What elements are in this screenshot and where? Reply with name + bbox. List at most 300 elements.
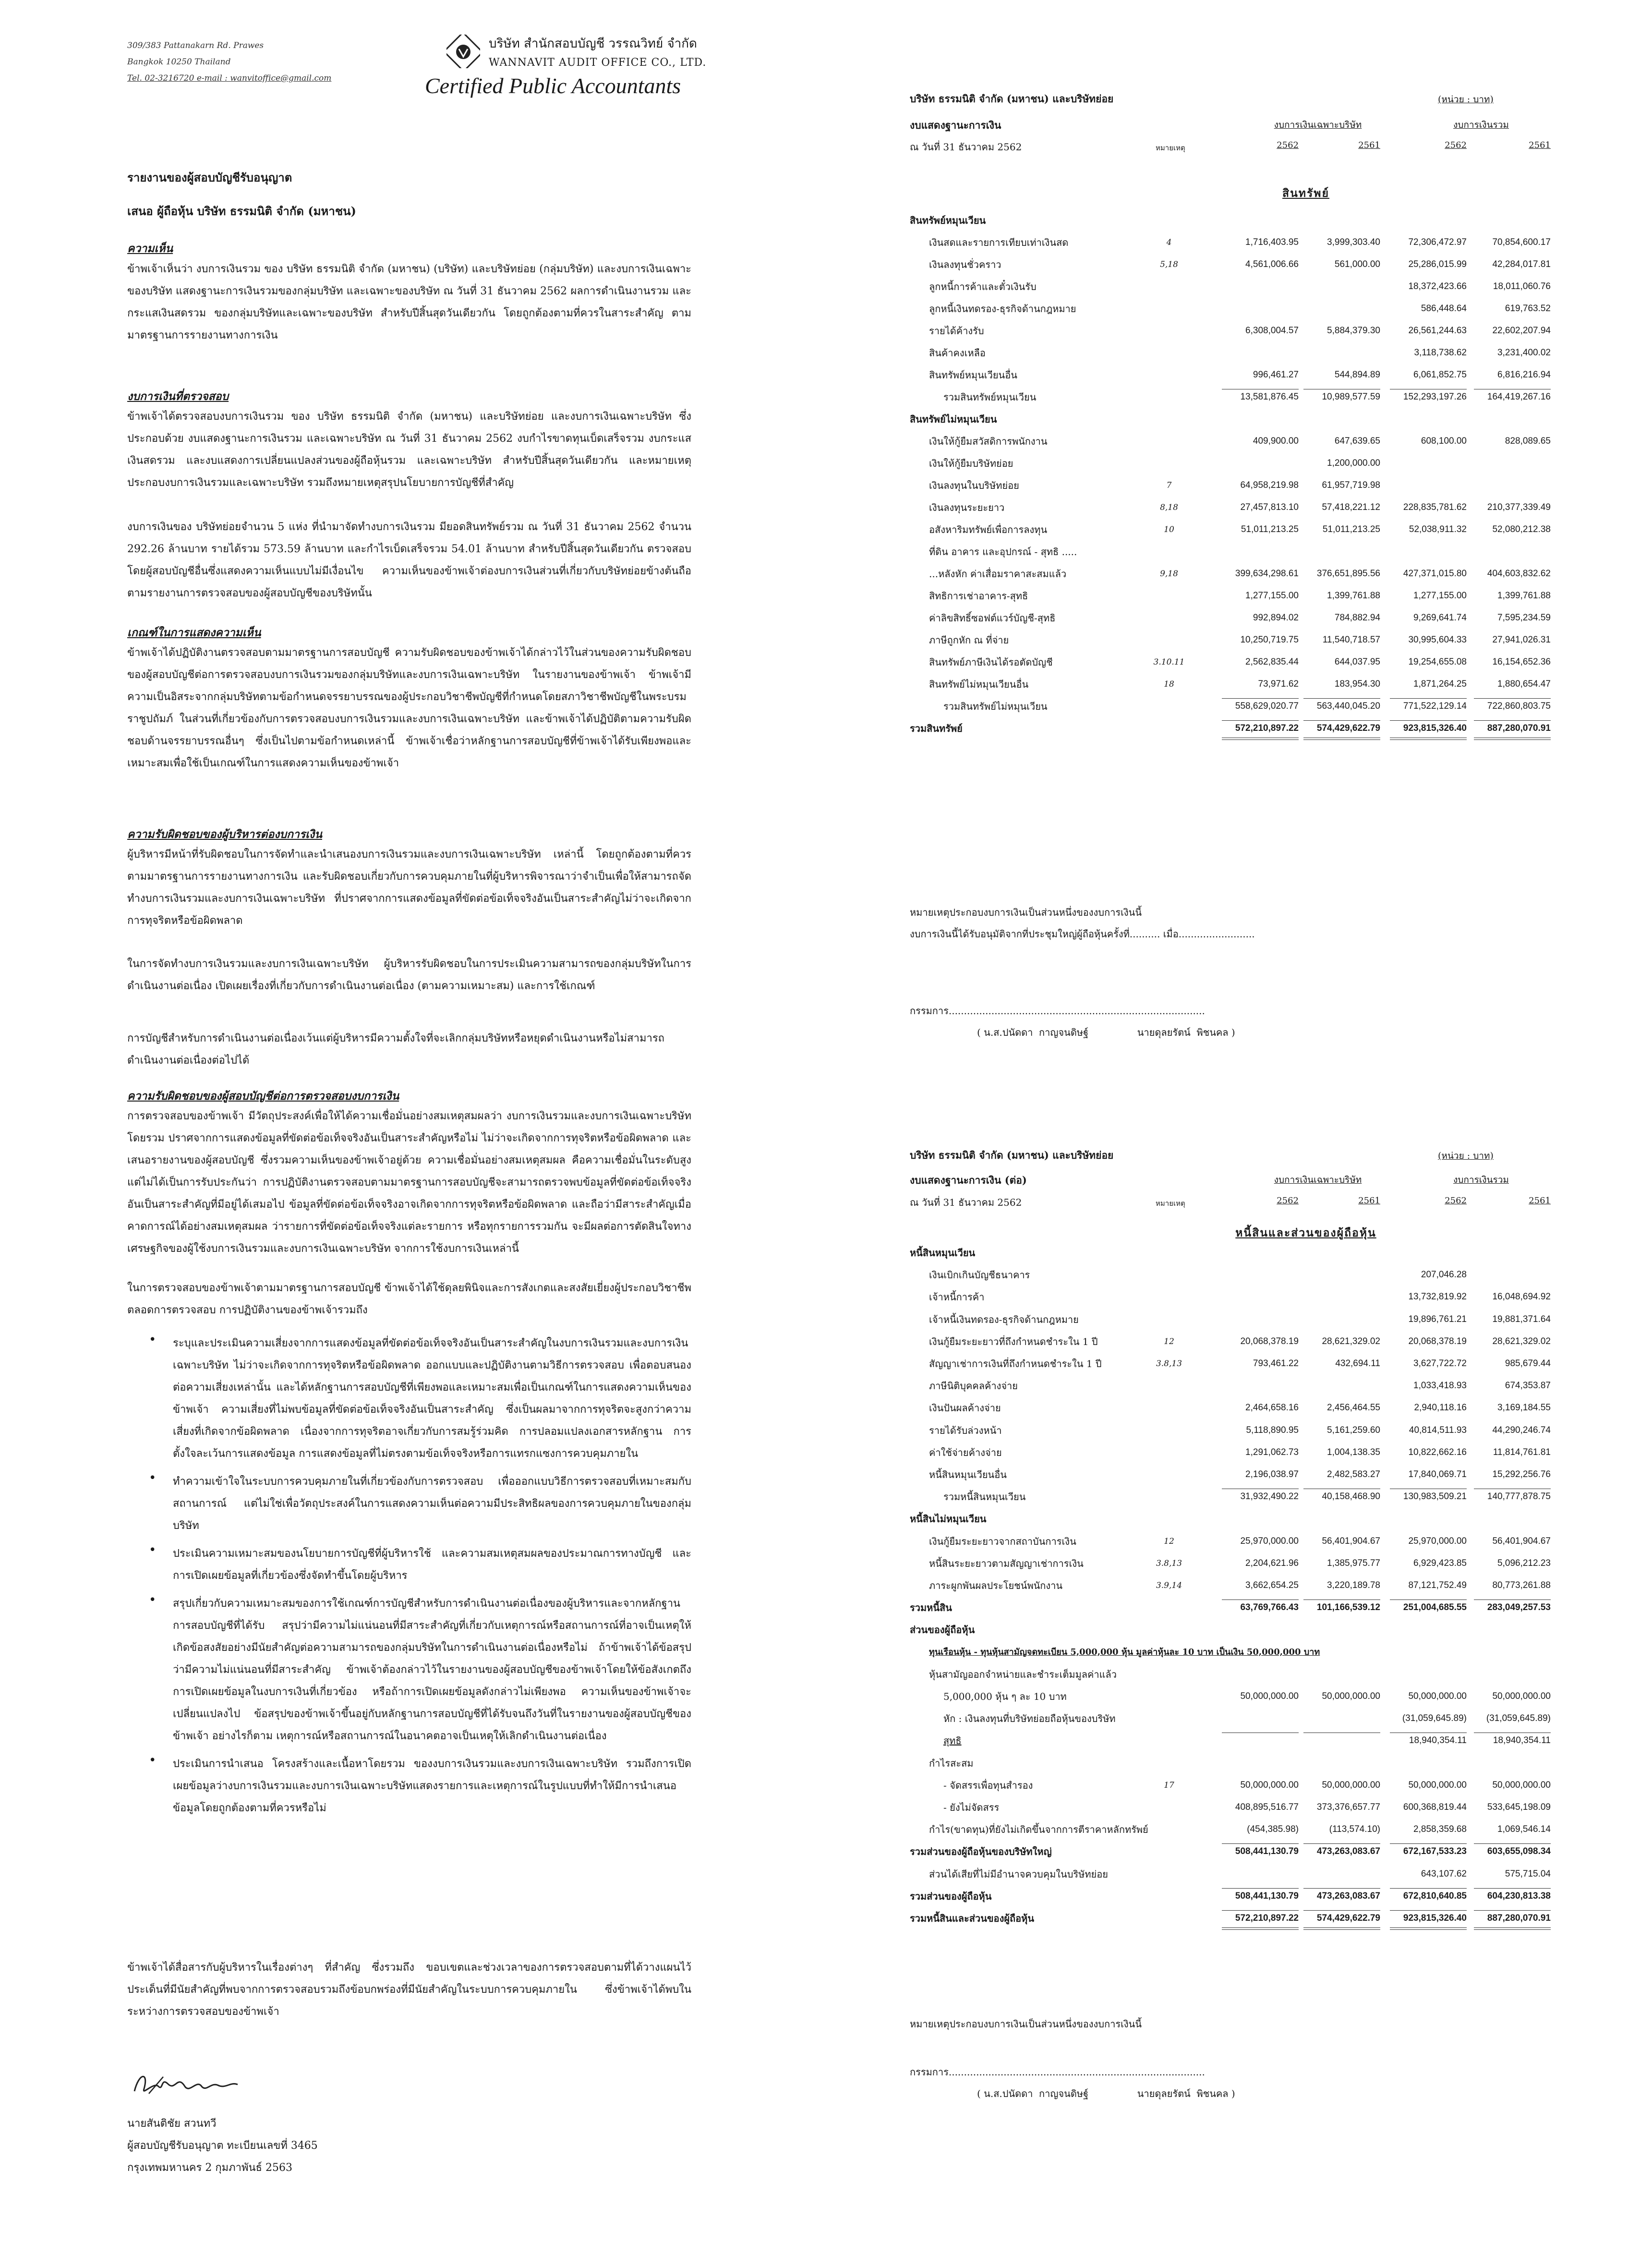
table-row (910, 1576, 1553, 1595)
subtotal-rule (1474, 698, 1551, 699)
row-value: 44,290,246.74 (1492, 1425, 1551, 1435)
row-value: 793,461.22 (1253, 1358, 1299, 1369)
row-value: 6,308,004.57 (1245, 326, 1299, 336)
row-value: (31,059,645.89) (1402, 1713, 1467, 1724)
row-label: ...หลังหัก ค่าเสื่อมราคาสะสมแล้ว (929, 568, 1067, 580)
row-value: 87,121,752.49 (1408, 1580, 1467, 1590)
row-label: รวมหนี้สินหมุนเวียน (943, 1491, 1026, 1503)
row-label: เงินให้กู้ยืมบริษัทย่อย (929, 458, 1013, 469)
bullet-icon: • (149, 1471, 157, 1485)
approval-line: งบการเงินนี้ได้รับอนุมัติจากที่ประชุมใหญ่ผู้ถือหุ้นครั้งที่.......... เมื่อ......................... (910, 928, 1255, 940)
row-value: 17,840,069.71 (1408, 1469, 1467, 1479)
row-value: 51,011,213.25 (1241, 524, 1299, 534)
audited-statements-heading: งบการเงินที่ตรวจสอบ (127, 390, 229, 403)
row-value: 56,401,904.67 (1322, 1536, 1380, 1546)
row-value: 19,896,761.21 (1408, 1314, 1467, 1324)
total-double-rule (1222, 1927, 1299, 1928)
row-value: 887,280,070.91 (1487, 723, 1551, 733)
statement-date: ณ วันที่ 31 ธันวาคม 2562 (910, 141, 1022, 153)
table-row (910, 587, 1553, 605)
row-value: 4,561,006.66 (1245, 259, 1299, 269)
row-value: 432,694.11 (1335, 1358, 1380, 1369)
row-value: 373,376,657.77 (1316, 1802, 1380, 1812)
row-label: ภาษีถูกหัก ณ ที่จ่าย (929, 634, 1009, 646)
row-note-ref: 8,18 (1160, 503, 1178, 512)
row-value: 50,000,000.00 (1408, 1691, 1467, 1701)
row-value: 561,000.00 (1334, 259, 1380, 269)
management-paragraph-1: ผู้บริหารมีหน้าที่รับผิดชอบในการจัดทำและนำเสนองบการเงินรวมและงบการเงินเฉพาะบริษัท เหล่านี้ โดยถูกต้องตามที่ควรตามมาตรฐานการรายงานทางการเงิน และรับผิดชอบเกี่ยวกับการควบคุมภายในที่ผู้บริหารพิจารณาว่าจำเป็นเพื่อให้สามารถจัดทำงบการเงินรวมและงบการเงินเฉพาะบริษัท ที่ปราศจากการแสดงข้อมูลที่ขัดต่อข้อเท็จจริงอันเป็นสาระสำคัญไม่ว่าจะเกิดจากการทุจริตหรือข้อผิดพลาด (127, 848, 691, 927)
row-label: - ยังไม่จัดสรร (943, 1802, 1000, 1813)
table-row (910, 543, 1553, 561)
audited-statements-paragraph-2: งบการเงินของ บริษัทย่อยจำนวน 5 แห่ง ที่นำมาจัดทำงบการเงินรวม มียอดสินทรัพย์รวม ณ วันที่ 31 ธันวาคม 2562 จำนวน 292.26 ล้านบาท รายได้รวม 573.59 ล้านบาท และกำไรเบ็ดเสร็จรวม 54.01 ล้านบาท สำหรับปีสิ้นสุดวันเดียวกัน ตรวจสอบโดยผู้สอบบัญชีอื่นซึ่งแสดงความเห็นแบบไม่มีเงื่อนไข ความเห็นของข้าพเจ้าต่องบการเงินส่วนที่เกี่ยวกับบริษัทย่อยข้างต้นถือตามรายงานการตรวจสอบของผู้สอบบัญชีของบริษัทนั้น (127, 521, 691, 599)
row-label: กำไรสะสม (929, 1757, 974, 1769)
row-value: 228,835,781.62 (1403, 502, 1467, 512)
row-value: 5,161,259.60 (1327, 1425, 1380, 1435)
row-value: 563,440,045.20 (1316, 701, 1380, 711)
row-note-ref: 12 (1164, 1536, 1174, 1546)
table-row (910, 1443, 1553, 1462)
row-value: 473,263,083.67 (1316, 1846, 1380, 1857)
row-label: อสังหาริมทรัพย์เพื่อการลงทุน (929, 524, 1048, 535)
table-row (910, 1820, 1553, 1839)
subtotal-rule (1303, 1843, 1380, 1844)
director-signature-line: กรรมการ.................................................................................... (910, 2066, 1205, 2078)
table-row (910, 432, 1553, 450)
row-value: 923,815,326.40 (1403, 1913, 1467, 1923)
row-value: 25,970,000.00 (1408, 1536, 1467, 1546)
subtotal-rule (1390, 720, 1467, 721)
row-label: สุทธิ (943, 1735, 962, 1747)
row-label: เจ้าหนี้เงินทดรอง-ธุรกิจด้านกฎหมาย (929, 1313, 1079, 1325)
balance-sheet-assets (910, 0, 1553, 1085)
basis-paragraph: ข้าพเจ้าได้ปฏิบัติงานตรวจสอบตามมาตรฐานการสอบบัญชี ความรับผิดชอบของข้าพเจ้าได้กล่าวไว้ในส่วนของความรับผิดชอบของผู้สอบบัญชีต่อการตรวจสอบงบการเงินรวมของกลุ่มบริษัทและงบการเงินเฉพาะบริษัท ในรายงานของข้าพเจ้า ข้าพเจ้ามีความเป็นอิสระจากกลุ่มบริษัทตามข้อกำหนดจรรยาบรรณของผู้ประกอบวิชาชีพบัญชีที่กำหนดโดยสภาวิชาชีพบัญชีในพระบรมราชูปถัมภ์ ในส่วนที่เกี่ยวข้องกับการตรวจสอบงบการเงินรวมและงบการเงินเฉพาะบริษัท และข้าพเจ้าได้ปฏิบัติตามความรับผิดชอบด้านจรรยาบรรณอื่นๆ ซึ่งเป็นไปตามข้อกำหนดเหล่านี้ ข้าพเจ้าเชื่อว่าหลักฐานการสอบบัญชีที่ข้าพเจ้าได้รับเพียงพอและเหมาะสมเพื่อใช้เป็นเกณฑ์ในการแสดงความเห็นของข้าพเจ้า (127, 647, 691, 769)
subtotal-rule (1303, 698, 1380, 699)
subtotal-rule (1303, 1888, 1380, 1889)
total-double-rule (1474, 1927, 1551, 1928)
row-value: 399,634,298.61 (1235, 569, 1299, 579)
row-value: 1,385,975.77 (1327, 1558, 1380, 1568)
row-value: 101,166,539.12 (1316, 1602, 1380, 1613)
consolidated-fs-header: งบการเงินรวม (1453, 120, 1509, 130)
table-row (910, 1399, 1553, 1417)
table-row (910, 1643, 1553, 1661)
row-value: 1,716,403.95 (1245, 237, 1299, 247)
row-value: 600,368,819.44 (1403, 1802, 1467, 1812)
row-value: 2,858,359.68 (1413, 1824, 1467, 1835)
opinion-paragraph: ข้าพเจ้าเห็นว่า งบการเงินรวม ของ บริษัท ธรรมนิติ จำกัด (มหาชน) (บริษัท) และบริษัทย่อย (กลุ่มบริษัท) และงบการเงินเฉพาะของบริษัท แสดงฐานะการเงินรวมของกลุ่มบริษัท และเฉพาะของบริษัท ณ วันที่ 31 ธันวาคม 2562 ผลการดำเนินงานรวม และกระแสเงินสดรวม ของกลุ่มบริษัทและเฉพาะของบริษัท สำหรับปีสิ้นสุดวันเดียวกัน โดยถูกต้องตามที่ควรในสาระสำคัญ ตามมาตรฐานการรายงานทางการเงิน (127, 263, 692, 341)
table-row (910, 255, 1553, 274)
row-value: 404,603,832.62 (1487, 569, 1551, 579)
row-value: 473,263,083.67 (1316, 1890, 1380, 1901)
table-row (910, 631, 1553, 649)
row-value: 674,353.87 (1505, 1381, 1551, 1391)
year-header: 2561 (1358, 140, 1380, 150)
row-value: 52,080,212.38 (1492, 524, 1551, 534)
row-value: 3,169,184.55 (1497, 1403, 1551, 1413)
row-value: 586,448.64 (1421, 303, 1467, 314)
table-row (910, 1355, 1553, 1373)
row-label: ลูกหนี้การค้าและตั๋วเงินรับ (929, 281, 1037, 292)
subtotal-rule (1390, 1910, 1467, 1911)
row-label: รวมสินทรัพย์ไม่หมุนเวียน (943, 701, 1048, 712)
table-row (910, 1288, 1553, 1306)
row-value: 152,293,197.26 (1403, 392, 1467, 402)
row-label: เงินปันผลค้างจ่าย (929, 1402, 1001, 1414)
row-value: 22,602,207.94 (1492, 326, 1551, 336)
row-value: 3,220,189.78 (1327, 1580, 1380, 1590)
row-label: สินทรัพย์หมุนเวียน (910, 215, 986, 226)
row-value: 1,277,155.00 (1413, 591, 1467, 601)
row-label: เงินสดและรายการเทียบเท่าเงินสด (929, 237, 1069, 248)
row-value: 11,540,718.57 (1322, 635, 1380, 645)
subtotal-rule (1474, 1843, 1551, 1844)
table-row (910, 278, 1553, 296)
row-value: 3,662,654.25 (1245, 1580, 1299, 1590)
row-label: ค่าใช้จ่ายค้างจ่าย (929, 1446, 1002, 1458)
list-item (149, 1543, 691, 1587)
auditor-paragraph-2: ในการตรวจสอบของข้าพเจ้าตามมาตรฐานการสอบบัญชี ข้าพเจ้าได้ใช้ดุลยพินิจและการสังเกตและสงสัยเยี่ยงผู้ประกอบวิชาชีพตลอดการตรวจสอบ การปฏิบัติงานของข้าพเจ้ารวมถึง (127, 1282, 691, 1316)
row-value: 1,069,546.14 (1497, 1824, 1551, 1835)
row-value: 50,000,000.00 (1492, 1780, 1551, 1790)
balance-sheet-liabilities-equity (910, 1148, 1553, 2233)
subtotal-rule (1390, 1843, 1467, 1844)
row-value: 40,158,468.90 (1322, 1491, 1380, 1502)
signer-title: ผู้สอบบัญชีรับอนุญาต ทะเบียนเลขที่ 3465 (127, 2140, 318, 2152)
row-value: 828,089.65 (1505, 436, 1551, 446)
year-header: 2561 (1358, 1196, 1380, 1206)
row-value: 20,068,378.19 (1408, 1336, 1467, 1346)
row-value: 16,154,652.36 (1492, 657, 1551, 667)
row-label: รวมส่วนของผู้ถือหุ้น (910, 1890, 992, 1902)
row-value: (113,574.10) (1329, 1824, 1380, 1835)
table-row (910, 1532, 1553, 1551)
row-label: รวมสินทรัพย์ (910, 723, 963, 734)
row-value: 50,000,000.00 (1492, 1691, 1551, 1701)
row-value: 283,049,257.53 (1487, 1602, 1551, 1613)
subtotal-rule (1390, 698, 1467, 699)
row-value: 644,037.95 (1334, 657, 1380, 667)
row-value: 28,621,329.02 (1492, 1336, 1551, 1346)
row-value: 42,284,017.81 (1492, 259, 1551, 269)
row-value: 210,377,339.49 (1487, 502, 1551, 512)
row-value: 992,894.02 (1253, 613, 1299, 623)
table-row (910, 697, 1553, 715)
list-item (149, 1333, 691, 1465)
table-row (910, 1909, 1553, 1927)
row-value: 19,254,655.08 (1408, 657, 1467, 667)
row-label: รวมสินทรัพย์หมุนเวียน (943, 391, 1037, 403)
procedure-text: ทำความเข้าใจในระบบการควบคุมภายในที่เกี่ยวข้องกับการตรวจสอบ เพื่อออกแบบวิธีการตรวจสอบที่เหมาะสมกับสถานการณ์ แต่ไม่ใช่เพื่อวัตถุประสงค์ในการแสดงความเห็นต่อความมีประสิทธิผลของการควบคุมภายในของกลุ่มบริษัท (173, 1476, 691, 1532)
row-value: 784,882.94 (1334, 613, 1380, 623)
year-header: 2562 (1277, 140, 1299, 150)
row-value: 130,983,509.21 (1403, 1491, 1467, 1502)
table-row (910, 1887, 1553, 1905)
unit-label: (หน่วย : บาท) (1438, 1151, 1494, 1161)
row-label: ภาษีนิติบุคคลค้างจ่าย (929, 1380, 1018, 1392)
row-label: เงินลงทุนชั่วคราว (929, 259, 1001, 270)
note-column-header: หมายเหตุ (1156, 144, 1185, 152)
table-row (910, 1244, 1553, 1262)
row-value: 30,995,604.33 (1408, 635, 1467, 645)
notes-footnote: หมายเหตุประกอบงบการเงินเป็นส่วนหนึ่งของงบการเงินนี้ (910, 907, 1142, 918)
row-label: เงินลงทุนในบริษัทย่อย (929, 480, 1019, 491)
row-value: 603,655,098.34 (1487, 1846, 1551, 1857)
row-label: สินค้าคงเหลือ (929, 347, 986, 359)
table-row (910, 454, 1553, 473)
row-value: 63,769,766.43 (1240, 1602, 1299, 1613)
management-responsibility-heading: ความรับผิดชอบของผู้บริหารต่องบการเงิน (127, 828, 322, 841)
subtotal-rule (1222, 698, 1299, 699)
row-value: 722,860,803.75 (1487, 701, 1551, 711)
row-value: 52,038,911.32 (1409, 524, 1467, 534)
unit-label: (หน่วย : บาท) (1438, 94, 1494, 105)
table-row (910, 410, 1553, 428)
table-row (910, 653, 1553, 671)
row-value: 1,277,155.00 (1245, 591, 1299, 601)
row-label: ลูกหนี้เงินทดรอง-ธุรกิจด้านกฎหมาย (929, 303, 1076, 315)
table-row (910, 565, 1553, 583)
row-value: 1,004,138.35 (1327, 1447, 1380, 1457)
row-value: 1,871,264.25 (1413, 679, 1467, 689)
row-value: 50,000,000.00 (1240, 1691, 1299, 1701)
subtotal-rule (1222, 1888, 1299, 1889)
row-value: 643,107.62 (1421, 1868, 1467, 1879)
list-item (149, 1593, 691, 1747)
table-row (910, 388, 1553, 406)
row-value: 376,651,895.56 (1316, 569, 1380, 579)
row-value: 26,561,244.63 (1408, 326, 1467, 336)
note-column-header: หมายเหตุ (1156, 1199, 1185, 1208)
row-value: 40,814,511.93 (1409, 1425, 1467, 1435)
row-label: รายได้รับล่วงหน้า (929, 1424, 1002, 1436)
row-label: ที่ดิน อาคาร และอุปกรณ์ - สุทธิ ..... (929, 546, 1077, 557)
row-label: ส่วนได้เสียที่ไม่มีอำนาจควบคุมในบริษัทย่อย (929, 1868, 1108, 1880)
subtotal-rule (1303, 1910, 1380, 1911)
row-label: - จัดสรรเพื่อทุนสำรอง (943, 1779, 1033, 1791)
signature-block (127, 2113, 318, 2179)
table-row (910, 675, 1553, 693)
firm-logo-icon (446, 35, 480, 68)
row-label: หัก : เงินลงทุนที่บริษัทย่อยถือหุ้นของบริษัท (943, 1713, 1116, 1725)
row-label: สัญญาเช่าการเงินที่ถึงกำหนดชำระใน 1 ปี (929, 1358, 1102, 1369)
row-value: 15,292,256.76 (1492, 1469, 1551, 1479)
row-value: 27,941,026.31 (1492, 635, 1551, 645)
auditor-signature (130, 2067, 245, 2106)
management-paragraph-3: การบัญชีสำหรับการดำเนินงานต่อเนื่องเว้นแต่ผู้บริหารมีความตั้งใจที่จะเลิกกลุ่มบริษัทหรือหยุดดำเนินงานหรือไม่สามารถดำเนินงานต่อเนื่องต่อไปได้ (127, 1032, 664, 1066)
table-row (910, 1865, 1553, 1883)
statement-title: งบแสดงฐานะการเงิน (ต่อ) (910, 1174, 1027, 1186)
row-label: หนี้สินระยะยาวตามสัญญาเช่าการเงิน (929, 1557, 1084, 1569)
signer-place-date: กรุงเทพมหานคร 2 กุมภาพันธ์ 2563 (127, 2162, 292, 2174)
table-row (910, 1377, 1553, 1395)
row-label: กำไร(ขาดทุน)ที่ยังไม่เกิดขึ้นจากการตีราคาหลักทรัพย์ (929, 1824, 1148, 1836)
row-value: 50,000,000.00 (1322, 1691, 1380, 1701)
row-value: 572,210,897.22 (1235, 723, 1299, 733)
auditor-paragraph-1: การตรวจสอบของข้าพเจ้า มีวัตถุประสงค์เพื่อให้ได้ความเชื่อมั่นอย่างสมเหตุสมผลว่า งบการเงินรวมและงบการเงินเฉพาะบริษัทโดยรวม ปราศจากการแสดงข้อมูลที่ขัดต่อข้อเท็จจริงอันเป็นสาระสำคัญหรือไม่ ไม่ว่าจะเกิดจากการทุจริตหรือข้อผิดพลาด และเสนอรายงานของผู้สอบบัญชี ซึ่งรวมความเห็นของข้าพเจ้าอยู่ด้วย ความเชื่อมั่นอย่างสมเหตุสมผล คือความเชื่อมั่นในระดับสูง แต่ไม่ได้เป็นการรับประกันว่า การปฏิบัติงานตรวจสอบตามมาตรฐานการสอบบัญชีจะสามารถตรวจพบข้อมูลที่ขัดต่อข้อเท็จจริงอันเป็นสาระสำคัญที่มีอยู่ได้เสมอไป ข้อมูลที่ขัดต่อข้อเท็จจริงอาจเกิดจากการทุจริตหรือข้อผิดพลาด และถือว่ามีสาระสำคัญเมื่อคาดการณ์ได้อย่างสมเหตุสมผล ว่ารายการที่ขัดต่อข้อเท็จจริงแต่ละรายการ หรือทุกรายการรวมกัน จะมีผลต่อการตัดสินใจทางเศรษฐกิจของผู้ใช้งบการเงินรวมและงบการเงินเฉพาะบริษัท จากการใช้งบการเงินเหล่านี้ (127, 1110, 691, 1255)
address-line-2: Bangkok 10250 Thailand (127, 57, 231, 67)
separate-fs-header: งบการเงินเฉพาะบริษัท (1274, 1175, 1362, 1185)
bullet-icon: • (149, 1543, 157, 1557)
director-names: ( น.ส.ปนัดดา กาญจนดิษฐ์ นายดุลยรัตน์ พิชนคล ) (977, 1027, 1235, 1038)
row-value: 10,250,719.75 (1240, 635, 1299, 645)
subtotal-rule (1222, 720, 1299, 721)
row-value: 544,894.89 (1334, 370, 1380, 380)
table-row (910, 1510, 1553, 1528)
row-label: ทุนเรือนหุ้น - ทุนหุ้นสามัญจดทะเบียน 5,000,000 หุ้น มูลค่าหุ้นละ 10 บาท เป็นเงิน 50,000,000 บาท (929, 1647, 1320, 1657)
table-row (910, 1709, 1553, 1728)
row-value: 672,810,640.85 (1403, 1890, 1467, 1901)
company-name: บริษัท ธรรมนิติ จำกัด (มหาชน) และบริษัทย่อย (910, 1149, 1114, 1161)
row-value: 183,954.30 (1334, 679, 1380, 689)
row-label: เงินกู้ยืมระยะยาวจากสถาบันการเงิน (929, 1535, 1076, 1547)
row-value: 508,441,130.79 (1235, 1846, 1299, 1857)
row-label: รวมหนี้สินและส่วนของผู้ถือหุ้น (910, 1913, 1035, 1924)
row-label: สินทรัพย์ภาษีเงินได้รอตัดบัญชี (929, 656, 1053, 668)
row-value: 2,196,038.97 (1245, 1469, 1299, 1479)
opinion-heading: ความเห็น (127, 242, 173, 255)
row-label: เงินให้กู้ยืมสวัสดิการพนักงาน (929, 436, 1048, 447)
row-note-ref: 10 (1164, 525, 1174, 534)
year-header: 2562 (1445, 1196, 1467, 1206)
row-value: 572,210,897.22 (1235, 1913, 1299, 1923)
row-value: 18,940,354.11 (1409, 1735, 1467, 1746)
row-value: 70,854,600.17 (1492, 237, 1551, 247)
subtotal-rule (1390, 1888, 1467, 1889)
subtotal-rule (1222, 1843, 1299, 1844)
report-addressee: เสนอ ผู้ถือหุ้น บริษัท ธรรมนิติ จำกัด (มหาชน) (127, 204, 356, 218)
row-value: 27,457,813.10 (1240, 502, 1299, 512)
row-note-ref: 17 (1164, 1780, 1174, 1790)
table-row (910, 322, 1553, 340)
row-value: 508,441,130.79 (1235, 1890, 1299, 1901)
table-row (910, 1554, 1553, 1573)
contact-line: Tel. 02-3216720 e-mail : wanvitoffice@gmail.com (127, 73, 332, 83)
row-value: 61,957,719.98 (1322, 480, 1380, 490)
row-value: 5,118,890.95 (1246, 1425, 1299, 1435)
row-value: 57,418,221.12 (1322, 502, 1380, 512)
table-row (910, 1621, 1553, 1639)
table-row (910, 1732, 1553, 1750)
basis-heading: เกณฑ์ในการแสดงความเห็น (127, 626, 261, 639)
row-value: 887,280,070.91 (1487, 1913, 1551, 1923)
row-label: เงินกู้ยืมระยะยาวที่ถึงกำหนดชำระใน 1 ปี (929, 1335, 1098, 1347)
row-value: 672,167,533.23 (1403, 1846, 1467, 1857)
subtotal-rule (1474, 1888, 1551, 1889)
row-value: 25,970,000.00 (1240, 1536, 1299, 1546)
bullet-icon: • (149, 1593, 157, 1607)
row-label: หนี้สินหมุนเวียน (910, 1247, 976, 1259)
table-row (910, 1466, 1553, 1484)
row-value: 28,621,329.02 (1322, 1336, 1380, 1346)
procedure-text: ประเมินความเหมาะสมของนโยบายการบัญชีที่ผู้บริหารใช้ และความสมเหตุสมผลของประมาณการทางบัญชี และการเปิดเผยข้อมูลที่เกี่ยวข้องซึ่งจัดทำขึ้นโดยผู้บริหาร (173, 1548, 691, 1582)
row-value: 3,627,722.72 (1413, 1358, 1467, 1369)
table-row (910, 498, 1553, 517)
firm-name-thai: บริษัท สำนักสอบบัญชี วรรณวิทย์ จำกัด (489, 36, 697, 51)
row-value: 10,989,577.59 (1322, 392, 1380, 402)
total-double-rule (1303, 1927, 1380, 1928)
row-value: 619,763.52 (1505, 303, 1551, 314)
report-title: รายงานของผู้สอบบัญชีรับอนุญาต (127, 170, 292, 184)
auditor-responsibility-heading: ความรับผิดชอบของผู้สอบบัญชีต่อการตรวจสอบงบการเงิน (127, 1090, 399, 1103)
row-label: สินทรัพย์หมุนเวียนอื่น (929, 369, 1017, 381)
row-label: รายได้ค้างรับ (929, 325, 984, 337)
row-value: 164,419,267.16 (1487, 392, 1551, 402)
row-value: 64,958,219.98 (1240, 480, 1299, 490)
row-note-ref: 5,18 (1160, 260, 1178, 269)
subtotal-rule (1222, 1910, 1299, 1911)
row-value: 923,815,326.40 (1403, 723, 1467, 733)
row-value: 18,372,423.66 (1408, 281, 1467, 291)
row-value: 18,011,060.76 (1493, 281, 1551, 291)
section-title: สินทรัพย์ (1282, 187, 1329, 200)
row-value: 56,401,904.67 (1492, 1536, 1551, 1546)
row-label: ภาระผูกพันผลประโยชน์พนักงาน (929, 1580, 1063, 1591)
year-header: 2562 (1445, 140, 1467, 150)
row-value: 20,068,378.19 (1240, 1336, 1299, 1346)
row-value: 985,679.44 (1505, 1358, 1551, 1369)
table-row (910, 1488, 1553, 1506)
subtotal-rule (1474, 720, 1551, 721)
row-value: 13,732,819.92 (1408, 1292, 1467, 1302)
row-label: สิทธิการเช่าอาคาร-สุทธิ (929, 590, 1028, 602)
separate-fs-header: งบการเงินเฉพาะบริษัท (1274, 120, 1362, 130)
row-note-ref: 4 (1166, 238, 1172, 247)
table-row (910, 1266, 1553, 1284)
row-value: 2,940,118.16 (1414, 1403, 1467, 1413)
signer-name: นายสันติชัย สวนทวี (127, 2118, 217, 2130)
table-row (910, 366, 1553, 384)
row-value: 2,456,464.55 (1327, 1403, 1380, 1413)
row-value: 251,004,685.55 (1403, 1602, 1467, 1613)
table-row (910, 1754, 1553, 1772)
row-note-ref: 3.9,14 (1156, 1581, 1182, 1590)
procedure-text: สรุปเกี่ยวกับความเหมาะสมของการใช้เกณฑ์การบัญชีสำหรับการดำเนินงานต่อเนื่องของผู้บริหารและจากหลักฐานการสอบบัญชีที่ได้รับ สรุปว่ามีความไม่แน่นอนที่มีสาระสำคัญที่เกี่ยวกับเหตุการณ์หรือสถานการณ์ที่อาจเป็นเหตุให้เกิดข้อสงสัยอย่างมีนัยสำคัญต่อความสามารถของกลุ่มบริษัทในการดำเนินงานต่อเนื่องหรือไม่ ถ้าข้าพเจ้าได้ข้อสรุปว่ามีความไม่แน่นอนที่มีสาระสำคัญ ข้าพเจ้าต้องกล่าวไว้ในรายงานของผู้สอบบัญชีของข้าพเจ้าโดยให้ข้อสังเกตถึงการเปิดเผยข้อมูลในงบการเงินที่เกี่ยวข้อง หรือถ้าการเปิดเผยข้อมูลดังกล่าวไม่เพียงพอ ความเห็นของข้าพเจ้าจะเปลี่ยนแปลงไป ข้อสรุปของข้าพเจ้าขึ้นอยู่กับหลักฐานการสอบบัญชีที่ได้รับจนถึงวันที่ในรายงานของผู้สอบบัญชีของข้าพเจ้า อย่างไรก็ตาม เหตุการณ์หรือสถานการณ์ในอนาคตอาจเป็นเหตุให้เลิกดำเนินงานต่อเนื่อง (173, 1598, 691, 1742)
total-double-rule (1390, 1927, 1467, 1928)
row-value: 575,715.04 (1505, 1868, 1551, 1879)
year-header: 2561 (1529, 140, 1551, 150)
row-value: 16,048,694.92 (1492, 1292, 1551, 1302)
firm-tagline: Certified Public Accountants (425, 73, 681, 98)
row-value: 80,773,261.88 (1492, 1580, 1551, 1590)
row-value: 6,061,852.75 (1413, 370, 1467, 380)
row-value: 608,100.00 (1421, 436, 1467, 446)
row-value: 3,231,400.02 (1497, 348, 1551, 358)
row-value: 5,884,379.30 (1327, 326, 1380, 336)
row-label: เจ้าหนี้การค้า (929, 1291, 985, 1303)
letterhead-address (127, 37, 331, 86)
closing-paragraph: ข้าพเจ้าได้สื่อสารกับผู้บริหารในเรื่องต่างๆ ที่สำคัญ ซึ่งรวมถึง ขอบเขตและช่วงเวลาของการตรวจสอบตามที่ได้วางแผนไว้ ประเด็นที่มีนัยสำคัญที่พบจากการตรวจสอบรวมถึงข้อบกพร่องที่มีนัยสำคัญในระบบการควบคุมภายใน ซึ่งข้าพเจ้าได้พบในระหว่างการตรวจสอบของข้าพเจ้า (127, 1962, 691, 2018)
row-value: 10,822,662.16 (1408, 1447, 1467, 1457)
firm-name-english: WANNAVIT AUDIT OFFICE CO., LTD. (489, 57, 707, 69)
row-value: 409,900.00 (1253, 436, 1299, 446)
table-row (910, 1310, 1553, 1329)
row-value: 13,581,876.45 (1240, 392, 1299, 402)
table-row (910, 609, 1553, 627)
row-value: 574,429,622.79 (1316, 723, 1380, 733)
row-value: 1,291,062.73 (1245, 1447, 1299, 1457)
table-row (910, 1599, 1553, 1617)
consolidated-fs-header: งบการเงินรวม (1453, 1175, 1509, 1185)
row-label: สินทรัพย์ไม่หมุนเวียนอื่น (929, 679, 1029, 690)
row-value: 9,269,641.74 (1413, 613, 1467, 623)
row-label: ค่าลิขสิทธิ์ซอฟต์แวร์บัญชี-สุทธิ (929, 612, 1056, 624)
row-note-ref: 3.8,13 (1156, 1359, 1182, 1369)
statement-title: งบแสดงฐานะการเงิน (910, 119, 1001, 131)
row-label: รวมส่วนของผู้ถือหุ้นของบริษัทใหญ่ (910, 1846, 1052, 1858)
row-value: 3,118,738.62 (1414, 348, 1467, 358)
row-label: รวมหนี้สิน (910, 1602, 952, 1614)
row-note-ref: 3.8,13 (1156, 1558, 1182, 1568)
